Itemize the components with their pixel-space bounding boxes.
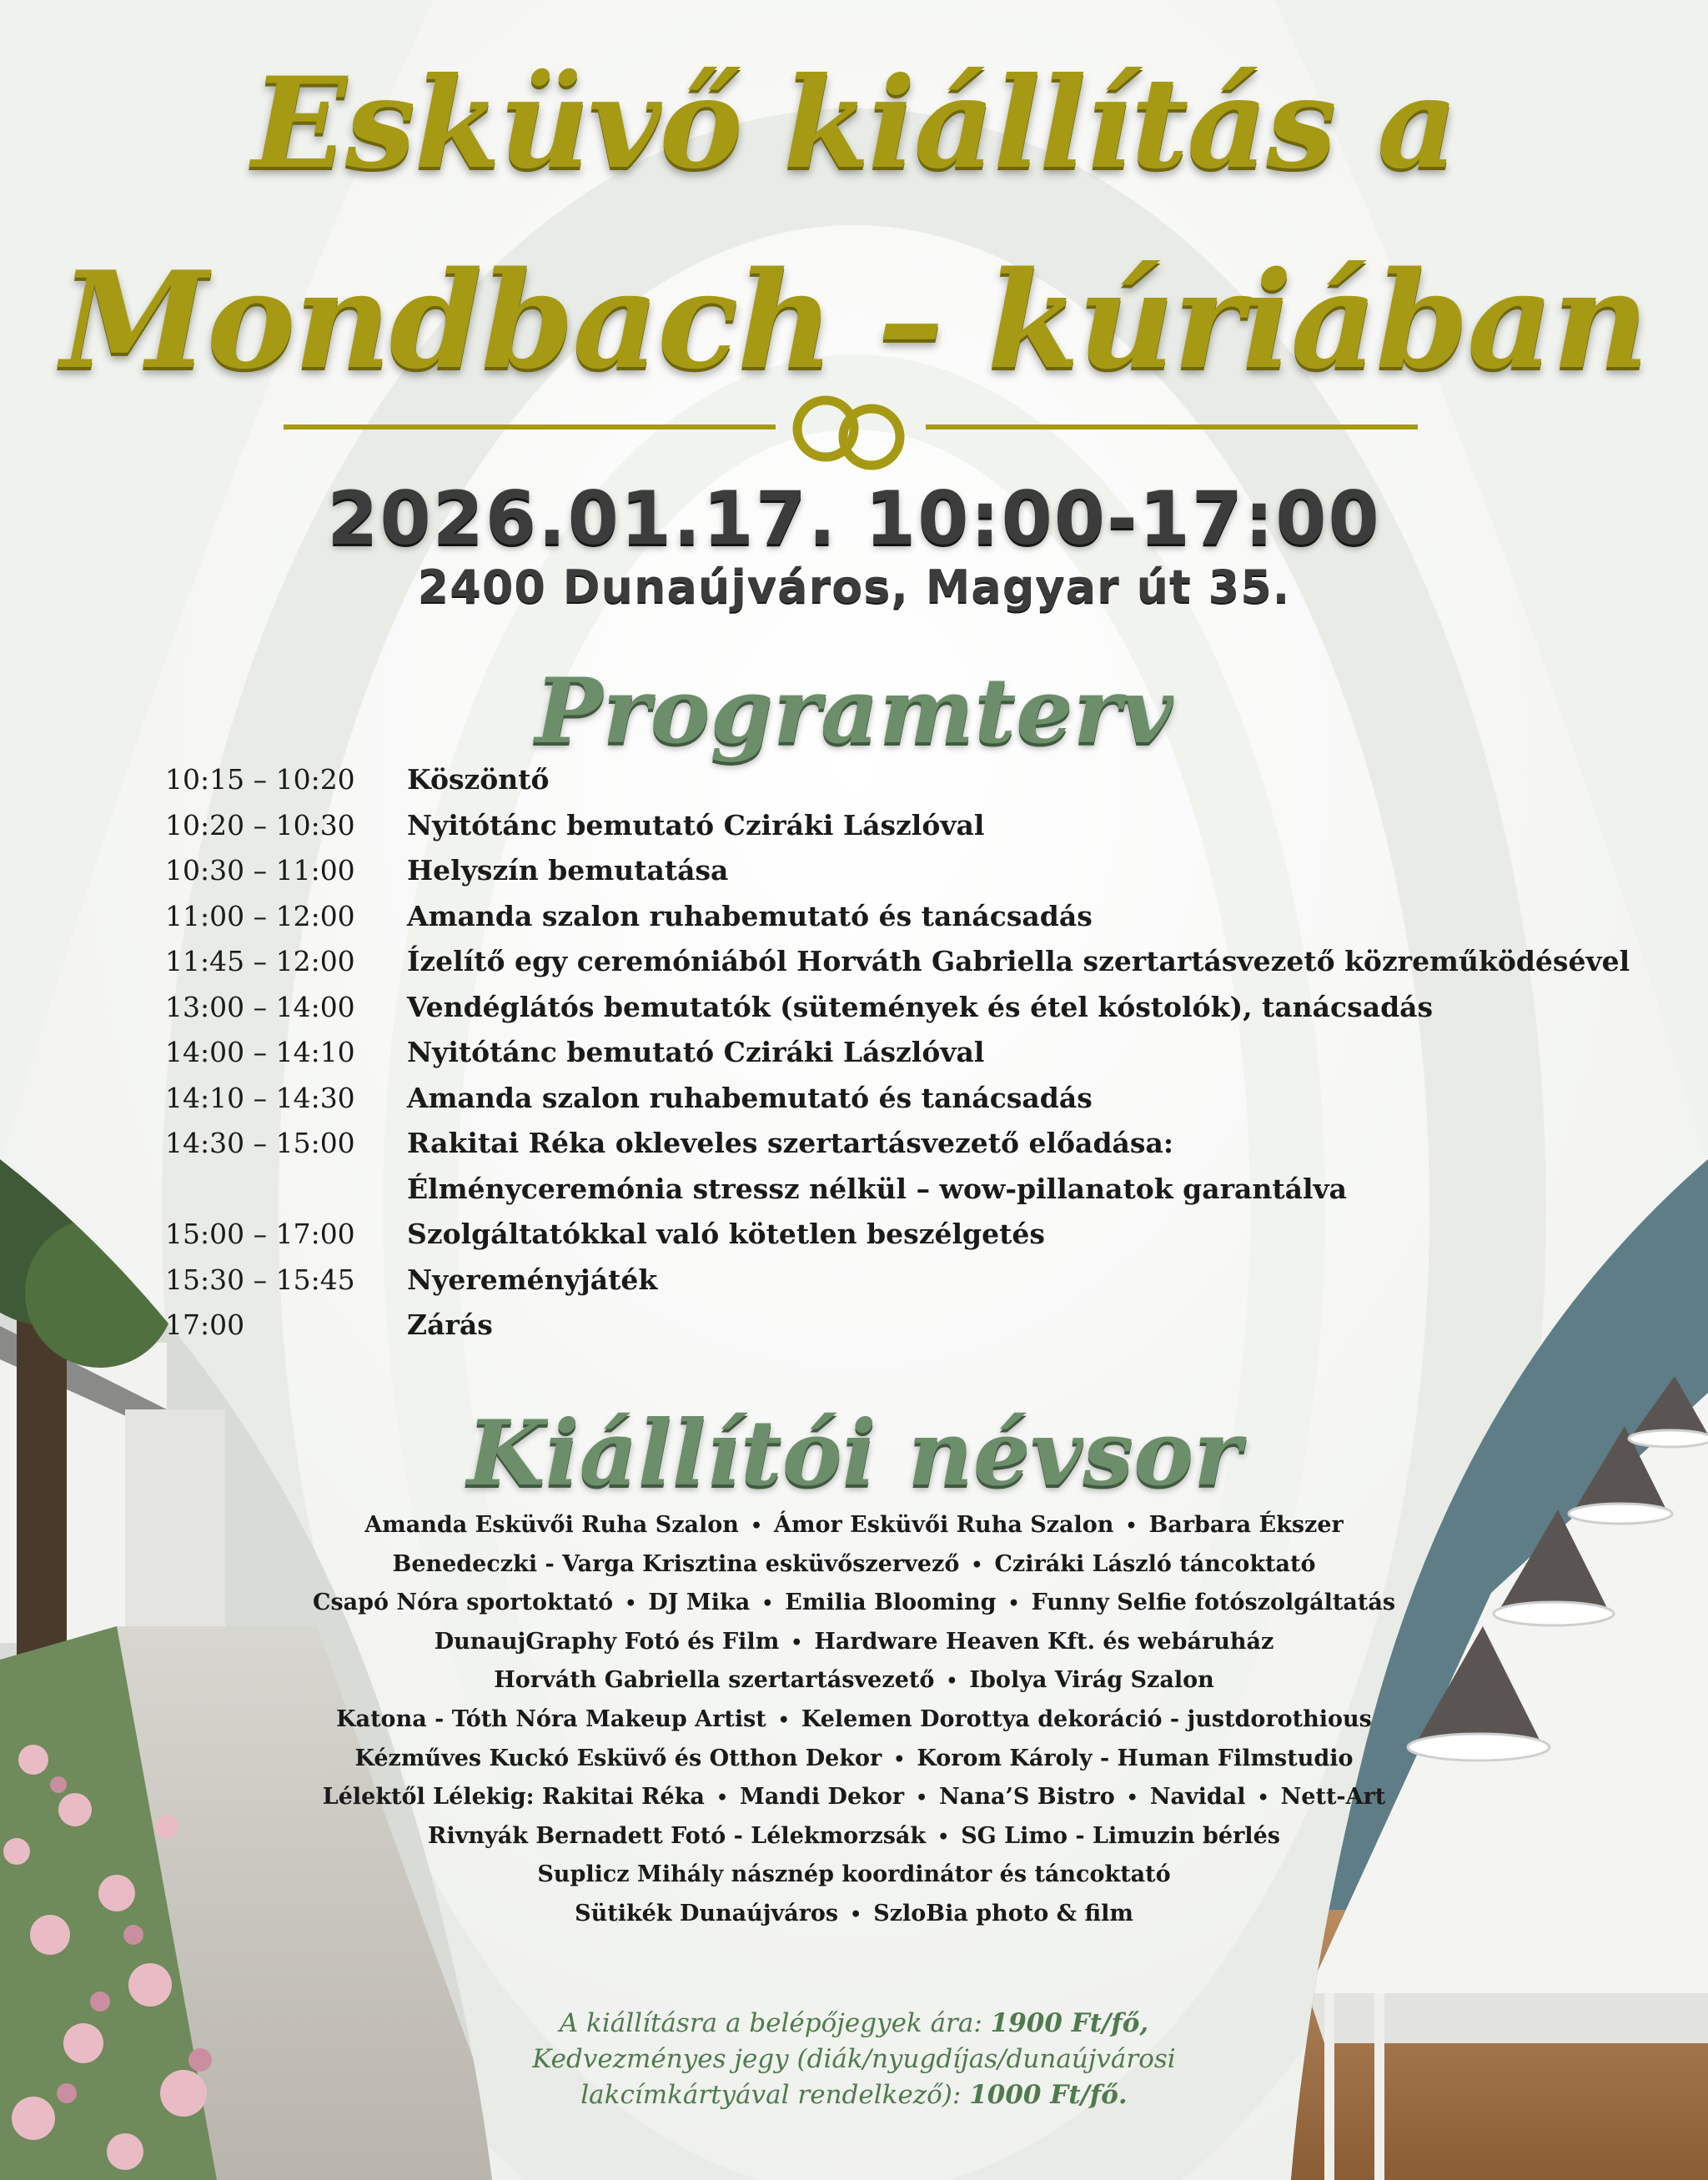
ticket-discount-label: lakcímkártyával rendelkező): bbox=[580, 2080, 970, 2110]
bullet-separator-icon: • bbox=[1257, 1787, 1269, 1810]
exhibitor-name: Cziráki László táncoktató bbox=[994, 1550, 1316, 1577]
bullet-separator-icon: • bbox=[850, 1903, 862, 1926]
exhibitor-name: Funny Selfie fotószolgáltatás bbox=[1031, 1590, 1396, 1616]
bullet-separator-icon: • bbox=[750, 1515, 762, 1537]
schedule-time: 10:15 – 10:20 bbox=[165, 763, 355, 796]
schedule-row bbox=[165, 854, 1583, 900]
schedule-item-title: Vendéglátós bemutatók (sütemények és étel kóstolók), tanácsadás bbox=[407, 990, 1434, 1023]
schedule-item-title: Köszöntő bbox=[407, 763, 550, 796]
schedule-item-title: Helyszín bemutatása bbox=[407, 854, 729, 887]
exhibitor-name: SzloBia photo & film bbox=[873, 1900, 1133, 1926]
bullet-separator-icon: • bbox=[716, 1787, 728, 1810]
exhibitor-line bbox=[250, 1551, 1458, 1590]
exhibitor-name: Csapó Nóra sportoktató bbox=[312, 1590, 614, 1616]
exhibitor-line bbox=[250, 1861, 1458, 1901]
exhibitors-title: Kiállítói névsor bbox=[466, 1401, 1242, 1506]
exhibitor-name: Amanda Esküvői Ruha Szalon bbox=[364, 1512, 739, 1538]
exhibitor-name: SG Limo - Limuzin bérlés bbox=[961, 1822, 1280, 1849]
ticket-info-line-1 bbox=[0, 2006, 1708, 2042]
exhibitor-name: Barbara Ékszer bbox=[1148, 1512, 1344, 1538]
schedule-item-title: Ízelítő egy ceremóniából Horváth Gabriella szertartásvezető közreműködésével bbox=[407, 945, 1630, 977]
ticket-info-line-2: Kedvezményes jegy (diák/nyugdíjas/dunaújvárosi bbox=[532, 2044, 1176, 2074]
schedule-item-title: Amanda szalon ruhabemutató és tanácsadás bbox=[407, 899, 1093, 932]
exhibitor-name: Hardware Heaven Kft. és webáruház bbox=[814, 1628, 1274, 1655]
exhibitor-line bbox=[250, 1667, 1458, 1706]
bullet-separator-icon: • bbox=[937, 1826, 950, 1848]
schedule-time: 14:10 – 14:30 bbox=[165, 1081, 355, 1114]
schedule-item-title: Zárás bbox=[407, 1309, 493, 1341]
bullet-separator-icon: • bbox=[971, 1554, 983, 1576]
ticket-full-price: 1900 Ft/fő, bbox=[990, 2008, 1149, 2038]
exhibitor-name: Ámor Esküvői Ruha Szalon bbox=[774, 1512, 1114, 1538]
exhibitor-name: Katona - Tóth Nóra Makeup Artist bbox=[336, 1705, 766, 1732]
schedule-item-title: Nyereményjáték bbox=[407, 1263, 658, 1296]
schedule-time: 15:00 – 17:00 bbox=[165, 1218, 355, 1250]
schedule-item-title: Nyitótánc bemutató Cziráki Lászlóval bbox=[407, 1036, 985, 1068]
program-schedule bbox=[165, 763, 1630, 1354]
program-title: Programterv bbox=[535, 659, 1173, 764]
bullet-separator-icon: • bbox=[1007, 1593, 1020, 1615]
schedule-time: 10:30 – 11:00 bbox=[165, 854, 355, 887]
ticket-info bbox=[0, 2006, 1708, 2113]
schedule-item-title: Élményceremónia stressz nélkül – wow-pillanatok garantálva bbox=[407, 1172, 1348, 1205]
schedule-row bbox=[165, 1173, 1583, 1218]
schedule-time: 11:45 – 12:00 bbox=[165, 945, 355, 977]
exhibitor-name: DJ Mika bbox=[648, 1590, 751, 1616]
exhibitor-list bbox=[250, 1512, 1458, 1940]
schedule-row bbox=[165, 763, 1583, 809]
bullet-separator-icon: • bbox=[893, 1748, 906, 1771]
exhibitor-name: Mandi Dekor bbox=[740, 1784, 905, 1811]
bullet-separator-icon: • bbox=[1125, 1515, 1138, 1537]
exhibitor-name: Navidal bbox=[1149, 1784, 1246, 1811]
schedule-time: 10:20 – 10:30 bbox=[165, 808, 355, 841]
exhibitor-name: Suplicz Mihály násznép koordinátor és táncoktató bbox=[537, 1861, 1171, 1888]
ticket-info-line-3 bbox=[0, 2077, 1708, 2113]
exhibitor-line bbox=[250, 1512, 1458, 1551]
schedule-row bbox=[165, 1127, 1583, 1173]
exhibitor-name: Kelemen Dorottya dekoráció - justdorothious bbox=[801, 1705, 1372, 1732]
schedule-item-title: Amanda szalon ruhabemutató és tanácsadás bbox=[407, 1081, 1093, 1114]
exhibitor-name: Rivnyák Bernadett Fotó - Lélekmorzsák bbox=[428, 1822, 927, 1849]
bullet-separator-icon: • bbox=[1126, 1787, 1138, 1810]
schedule-time: 13:00 – 14:00 bbox=[165, 990, 355, 1023]
bullet-separator-icon: • bbox=[777, 1709, 790, 1731]
bullet-separator-icon: • bbox=[625, 1593, 637, 1615]
schedule-time: 14:00 – 14:10 bbox=[165, 1036, 355, 1068]
wedding-rings-icon bbox=[797, 400, 900, 465]
exhibitor-line bbox=[250, 1823, 1458, 1862]
bullet-separator-icon: • bbox=[761, 1593, 774, 1615]
exhibitor-line bbox=[250, 1746, 1458, 1785]
exhibitor-name: Korom Károly - Human Filmstudio bbox=[917, 1745, 1354, 1771]
schedule-item-title: Rakitai Réka okleveles szertartásvezető előadása: bbox=[407, 1127, 1174, 1159]
ticket-discount-price: 1000 Ft/fő. bbox=[969, 2080, 1128, 2110]
schedule-row bbox=[165, 1036, 1583, 1082]
bullet-separator-icon: • bbox=[946, 1670, 958, 1693]
schedule-time: 17:00 bbox=[165, 1309, 245, 1341]
exhibitor-line bbox=[250, 1629, 1458, 1668]
exhibitor-line bbox=[250, 1784, 1458, 1823]
exhibitor-name: Nett-Art bbox=[1280, 1784, 1386, 1811]
schedule-row bbox=[165, 809, 1583, 855]
event-datetime: 2026.01.17. 10:00-17:00 bbox=[327, 475, 1381, 561]
exhibitor-name: Ibolya Virág Szalon bbox=[969, 1667, 1214, 1694]
exhibitor-name: Horváth Gabriella szertartásvezető bbox=[494, 1667, 935, 1694]
exhibitor-name: Benedeczki - Varga Krisztina esküvőszervező bbox=[392, 1550, 960, 1577]
exhibitor-line bbox=[250, 1590, 1458, 1629]
schedule-item-title: Nyitótánc bemutató Cziráki Lászlóval bbox=[407, 808, 985, 841]
schedule-row bbox=[165, 1309, 1583, 1354]
exhibitor-name: Lélektől Lélekig: Rakitai Réka bbox=[322, 1784, 705, 1811]
exhibitor-name: Nana’S Bistro bbox=[939, 1784, 1115, 1811]
exhibitor-name: DunaujGraphy Fotó és Film bbox=[434, 1628, 780, 1655]
schedule-row bbox=[165, 1218, 1583, 1263]
event-address: 2400 Dunaújváros, Magyar út 35. bbox=[417, 560, 1291, 613]
bullet-separator-icon: • bbox=[916, 1787, 928, 1810]
exhibitor-name: Kézműves Kuckó Esküvő és Otthon Dekor bbox=[354, 1745, 882, 1771]
exhibitor-line bbox=[250, 1901, 1458, 1940]
schedule-row bbox=[165, 1263, 1583, 1309]
exhibitor-name: Emilia Blooming bbox=[785, 1590, 997, 1616]
poster-title-line-1: Esküvő kiállítás a bbox=[251, 50, 1457, 197]
exhibitor-line bbox=[250, 1706, 1458, 1746]
ticket-full-label: A kiállításra a belépőjegyek ára: bbox=[559, 2008, 991, 2038]
schedule-time: 11:00 – 12:00 bbox=[165, 899, 355, 932]
schedule-row bbox=[165, 1082, 1583, 1128]
exhibitor-name: Sütikék Dunaújváros bbox=[575, 1900, 839, 1926]
schedule-row bbox=[165, 945, 1630, 991]
poster-title-line-2: Mondbach – kúriában bbox=[60, 242, 1648, 399]
schedule-item-title: Szolgáltatókkal való kötetlen beszélgetés bbox=[407, 1218, 1045, 1250]
schedule-time: 14:30 – 15:00 bbox=[165, 1127, 355, 1159]
schedule-row bbox=[165, 991, 1583, 1037]
bullet-separator-icon: • bbox=[791, 1631, 803, 1654]
rings-divider bbox=[284, 392, 1418, 475]
schedule-row bbox=[165, 900, 1583, 946]
schedule-time: 15:30 – 15:45 bbox=[165, 1263, 355, 1296]
